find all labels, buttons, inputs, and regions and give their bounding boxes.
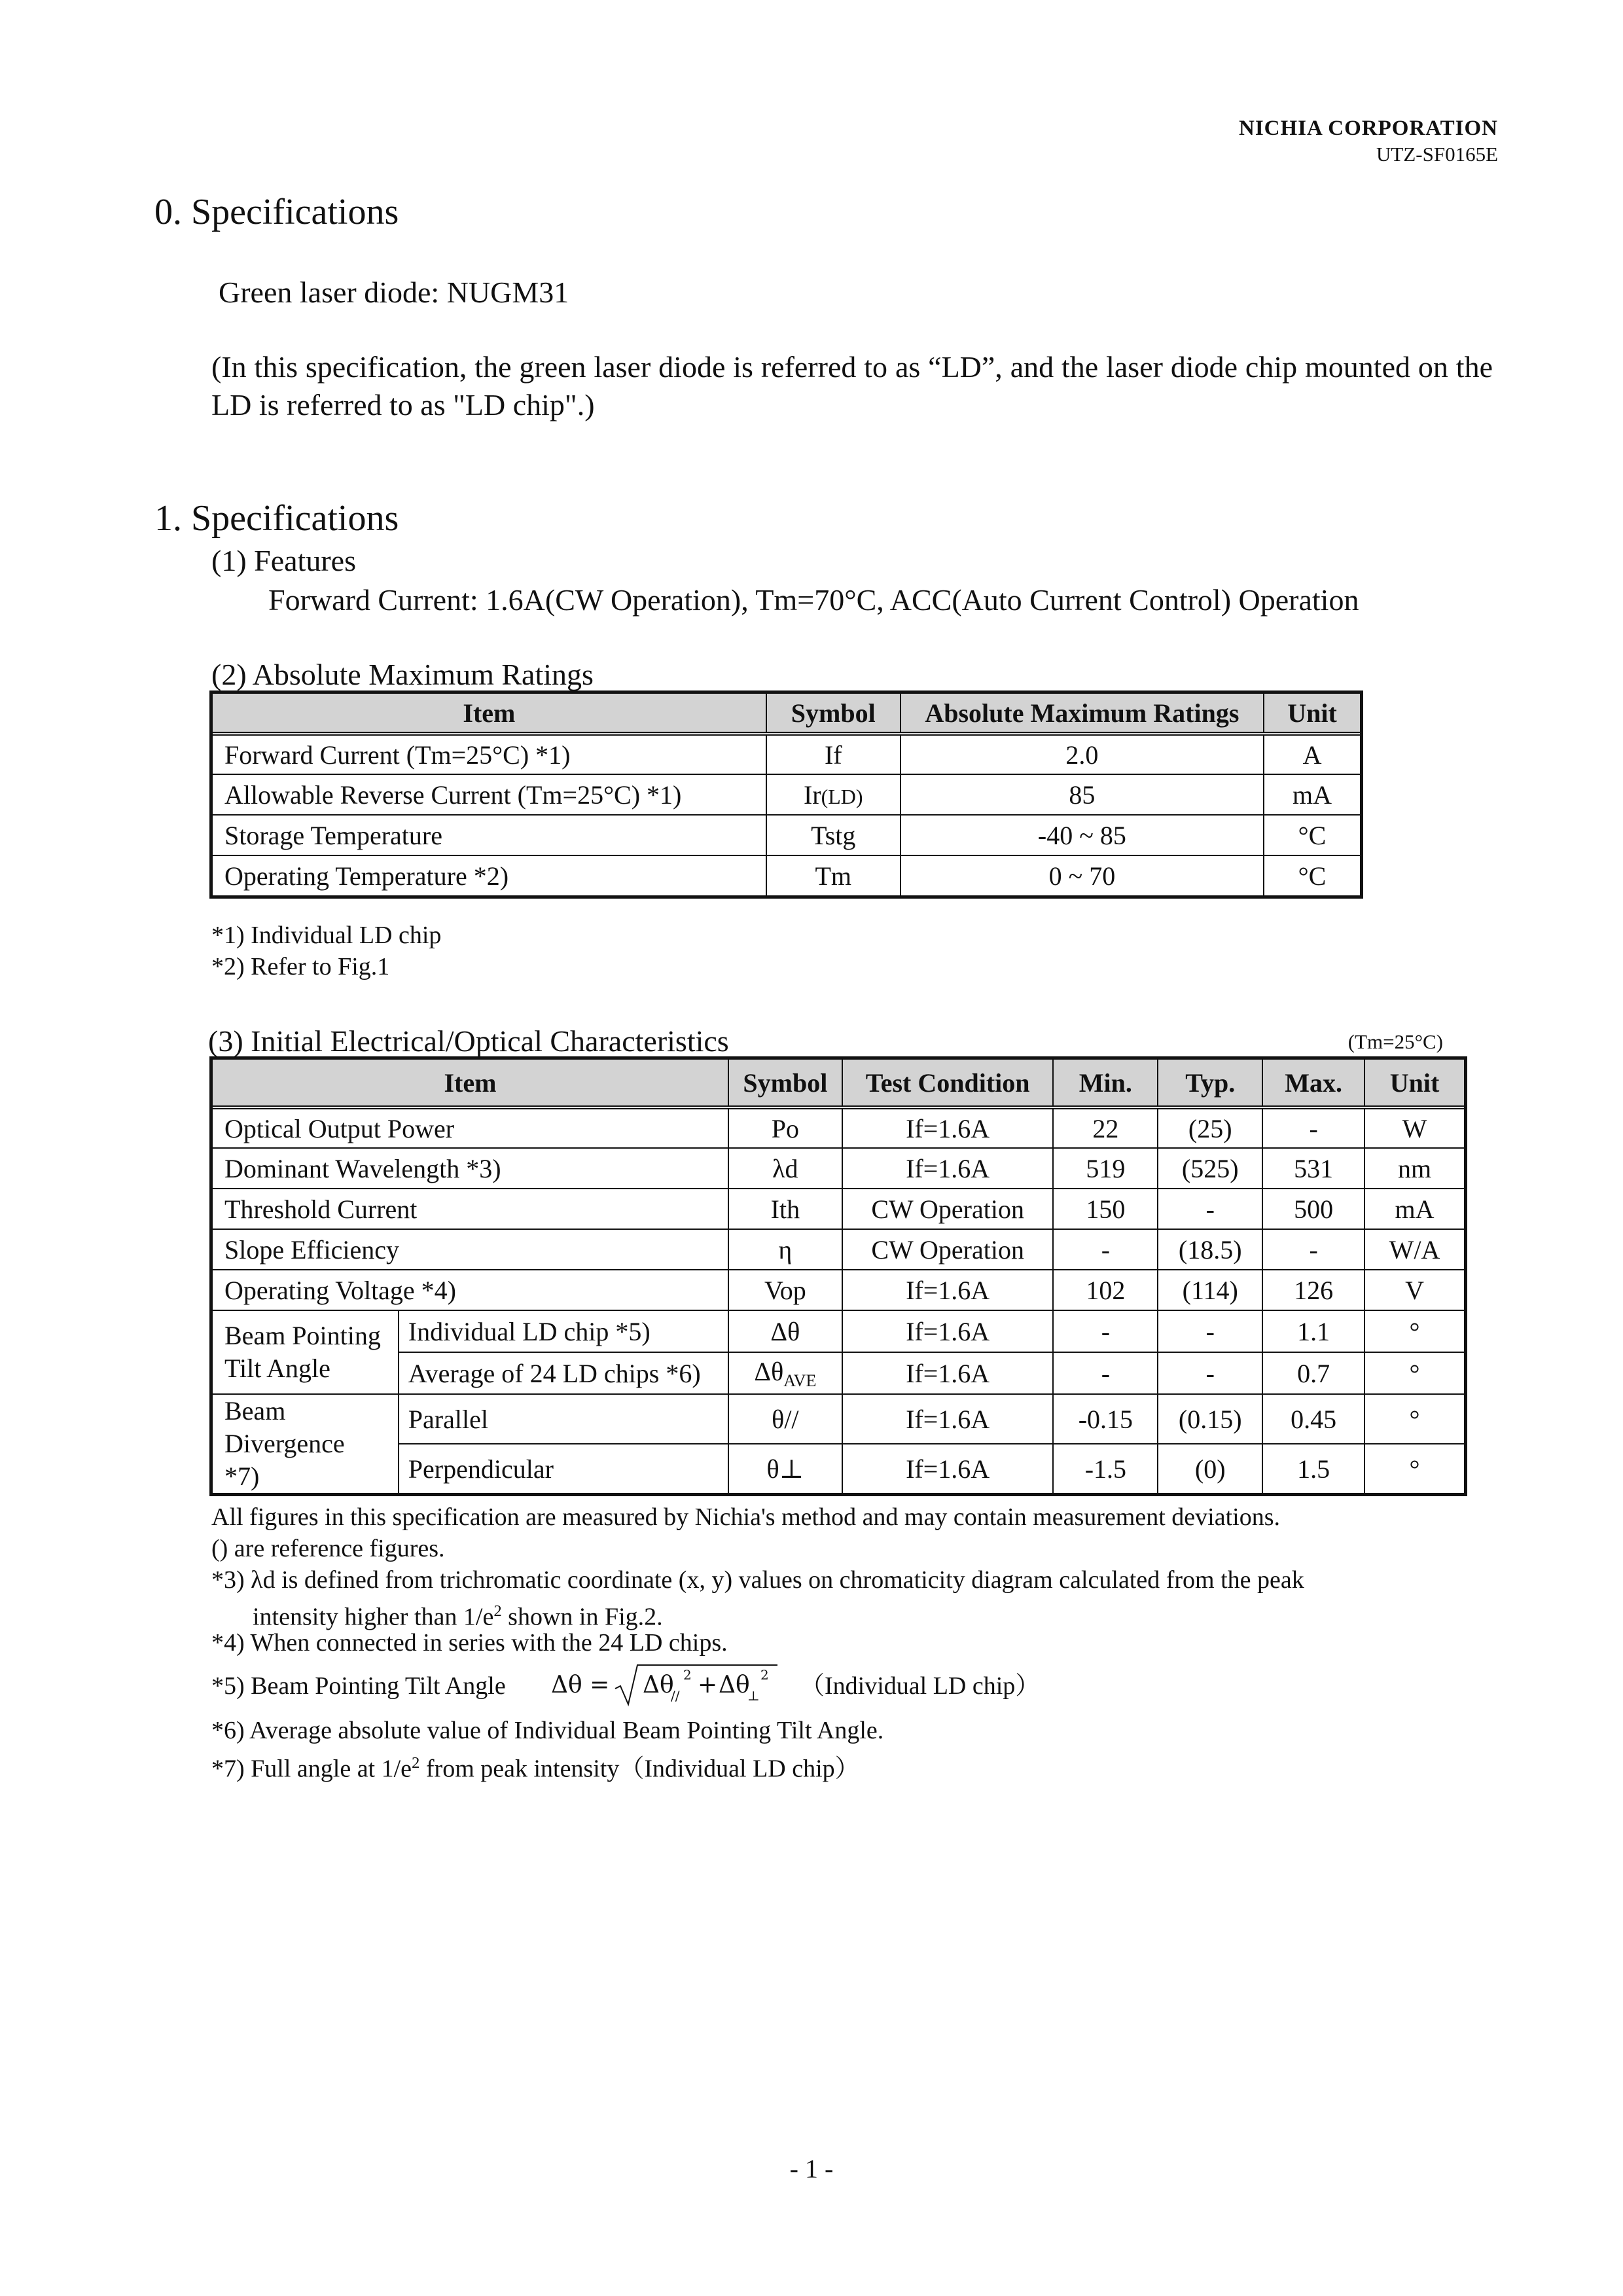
cell-unit: mA — [1364, 1189, 1465, 1229]
svg-text://: // — [671, 1688, 680, 1704]
cell-unit: ° — [1364, 1310, 1465, 1352]
cell-value: -40 ~ 85 — [901, 815, 1264, 855]
cell-item: Operating Voltage *4) — [212, 1270, 728, 1310]
svg-text:2: 2 — [760, 1667, 769, 1683]
cell-item: Threshold Current — [212, 1189, 728, 1229]
note-measurement: All figures in this specification are measured by Nichia's method and may contain measurement deviations. — [211, 1503, 1280, 1531]
cell-item: Optical Output Power — [212, 1107, 728, 1148]
table-row — [212, 1189, 1465, 1229]
cell-condition: If=1.6A — [842, 1107, 1054, 1148]
cell-symbol: θ⊥ — [728, 1444, 842, 1494]
amr-heading: (2) Absolute Maximum Ratings — [211, 658, 594, 691]
group-label-line1: Beam — [224, 1396, 286, 1426]
cell-condition: If=1.6A — [842, 1148, 1054, 1189]
col-amr: Absolute Maximum Ratings — [901, 693, 1264, 734]
cell-value: 2.0 — [901, 734, 1264, 774]
cell-symbol: Po — [728, 1107, 842, 1148]
amr-header-row — [212, 693, 1361, 734]
table-row — [212, 1394, 1465, 1444]
cell-max: - — [1262, 1229, 1364, 1270]
col-max: Max. — [1262, 1059, 1364, 1107]
cell-condition: If=1.6A — [842, 1444, 1054, 1494]
cell-symbol: Vop — [728, 1270, 842, 1310]
ieoc-condition: (Tm=25°C) — [1347, 1030, 1443, 1053]
cell-symbol: η — [728, 1229, 842, 1270]
document-code: UTZ-SF0165E — [1376, 143, 1498, 166]
table-row — [212, 1148, 1465, 1189]
cell-unit: °C — [1264, 855, 1361, 896]
cell-min: 519 — [1053, 1148, 1158, 1189]
cell-min: -1.5 — [1053, 1444, 1158, 1494]
cell-min: - — [1053, 1352, 1158, 1394]
cell-max: 0.7 — [1262, 1352, 1364, 1394]
symbol-main: Ir — [803, 780, 821, 810]
cell-unit: ° — [1364, 1444, 1465, 1494]
table-row — [212, 1310, 1465, 1352]
col-unit: Unit — [1364, 1059, 1465, 1107]
cell-unit: nm — [1364, 1148, 1465, 1189]
svg-text:Δθ =: Δθ = — [551, 1672, 610, 1698]
cell-typ: (525) — [1158, 1148, 1262, 1189]
product-name: Green laser diode: NUGM31 — [219, 276, 569, 309]
table-row — [212, 1444, 1465, 1494]
cell-item: Parallel — [399, 1394, 728, 1444]
cell-symbol — [766, 774, 901, 815]
cell-symbol: Ith — [728, 1189, 842, 1229]
cell-max: 531 — [1262, 1148, 1364, 1189]
note-3-tail: shown in Fig.2. — [501, 1603, 663, 1631]
note-4: *4) When connected in series with the 24 LD chips. — [211, 1629, 728, 1657]
cell-unit: mA — [1264, 774, 1361, 815]
cell-item: Average of 24 LD chips *6) — [399, 1352, 728, 1394]
col-item: Item — [212, 1059, 728, 1107]
symbol-sub: AVE — [783, 1371, 817, 1390]
cell-min: -0.15 — [1053, 1394, 1158, 1444]
cell-unit: W/A — [1364, 1229, 1465, 1270]
svg-text:⊥: ⊥ — [747, 1688, 760, 1704]
cell-typ: - — [1158, 1189, 1262, 1229]
cell-typ: - — [1158, 1352, 1262, 1394]
cell-condition: If=1.6A — [842, 1394, 1054, 1444]
cell-min: 102 — [1053, 1270, 1158, 1310]
features-text: Forward Current: 1.6A(CW Operation), Tm=70°C, ACC(Auto Current Control) Operation — [268, 583, 1359, 617]
group-label-line2: Divergence *7) — [224, 1429, 345, 1491]
col-min: Min. — [1053, 1059, 1158, 1107]
table-row — [212, 1270, 1465, 1310]
tilt-angle-formula — [550, 1660, 785, 1712]
cell-typ: (25) — [1158, 1107, 1262, 1148]
company-name: NICHIA CORPORATION — [1238, 117, 1498, 140]
amr-note-2: *2) Refer to Fig.1 — [211, 953, 390, 980]
cell-symbol: If — [766, 734, 901, 774]
note-3-sup: 2 — [493, 1602, 502, 1620]
table-row — [212, 855, 1361, 896]
note-5-label: *5) Beam Pointing Tilt Angle — [211, 1672, 506, 1700]
amr-note-1: *1) Individual LD chip — [211, 922, 442, 949]
cell-item: Individual LD chip *5) — [399, 1310, 728, 1352]
cell-symbol: Tm — [766, 855, 901, 896]
note-7 — [211, 1748, 860, 1785]
cell-max: 1.5 — [1262, 1444, 1364, 1494]
page-number: - 1 - — [789, 2154, 834, 2183]
table-row — [212, 1107, 1465, 1148]
cell-typ: (0.15) — [1158, 1394, 1262, 1444]
cell-max: - — [1262, 1107, 1364, 1148]
cell-unit: °C — [1264, 815, 1361, 855]
table-row — [212, 774, 1361, 815]
svg-text:Δθ: Δθ — [643, 1672, 674, 1698]
col-symbol: Symbol — [766, 693, 901, 734]
cell-typ: - — [1158, 1310, 1262, 1352]
cell-condition: CW Operation — [842, 1189, 1054, 1229]
amr-table — [211, 692, 1361, 897]
cell-item: Allowable Reverse Current (Tm=25°C) *1) — [212, 774, 766, 815]
cell-unit: ° — [1364, 1394, 1465, 1444]
symbol-main: Δθ — [754, 1356, 784, 1386]
ieoc-table — [211, 1058, 1465, 1494]
svg-text:+: + — [698, 1672, 718, 1698]
cell-item: Slope Efficiency — [212, 1229, 728, 1270]
cell-symbol: Tstg — [766, 815, 901, 855]
table-row — [212, 1352, 1465, 1394]
cell-unit: V — [1364, 1270, 1465, 1310]
section0-title: 0. Specifications — [154, 192, 399, 232]
cell-condition: CW Operation — [842, 1229, 1054, 1270]
features-heading: (1) Features — [211, 544, 356, 577]
cell-symbol — [728, 1352, 842, 1394]
col-unit: Unit — [1264, 693, 1361, 734]
cell-min: - — [1053, 1310, 1158, 1352]
ieoc-header-row — [212, 1059, 1465, 1107]
cell-condition: If=1.6A — [842, 1310, 1054, 1352]
cell-typ: (114) — [1158, 1270, 1262, 1310]
table-row — [212, 1229, 1465, 1270]
svg-text:Δθ: Δθ — [719, 1672, 750, 1698]
svg-text:2: 2 — [683, 1667, 692, 1683]
cell-value: 85 — [901, 774, 1264, 815]
table-row — [212, 734, 1361, 774]
section1-title: 1. Specifications — [154, 498, 399, 539]
cell-condition: If=1.6A — [842, 1270, 1054, 1310]
cell-unit: ° — [1364, 1352, 1465, 1394]
note-reference: () are reference figures. — [211, 1535, 445, 1562]
note-7-sup: 2 — [412, 1754, 420, 1772]
cell-item: Storage Temperature — [212, 815, 766, 855]
cell-item: Operating Temperature *2) — [212, 855, 766, 896]
symbol-sub: (LD) — [821, 784, 863, 808]
cell-typ: (18.5) — [1158, 1229, 1262, 1270]
note-3-line1: *3) λd is defined from trichromatic coordinate (x, y) values on chromaticity diagram calculated from the peak — [211, 1566, 1304, 1594]
cell-unit: W — [1364, 1107, 1465, 1148]
note-7-text: *7) Full angle at 1/e — [211, 1755, 412, 1783]
table-row — [212, 815, 1361, 855]
cell-max: 1.1 — [1262, 1310, 1364, 1352]
note-5-suffix: （Individual LD chip） — [800, 1672, 1041, 1700]
cell-max: 0.45 — [1262, 1394, 1364, 1444]
cell-min: 22 — [1053, 1107, 1158, 1148]
group-label-line2: Tilt Angle — [224, 1354, 330, 1383]
cell-group-beam-tilt — [212, 1310, 399, 1394]
col-symbol: Symbol — [728, 1059, 842, 1107]
ieoc-heading: (3) Initial Electrical/Optical Characteristics — [208, 1024, 729, 1058]
cell-typ: (0) — [1158, 1444, 1262, 1494]
note-3-text: intensity higher than 1/e — [253, 1603, 494, 1631]
cell-symbol: λd — [728, 1148, 842, 1189]
cell-min: - — [1053, 1229, 1158, 1270]
col-item: Item — [212, 693, 766, 734]
group-label-line1: Beam Pointing — [224, 1321, 381, 1350]
cell-unit: A — [1264, 734, 1361, 774]
cell-max: 126 — [1262, 1270, 1364, 1310]
col-typ: Typ. — [1158, 1059, 1262, 1107]
cell-symbol: θ// — [728, 1394, 842, 1444]
cell-value: 0 ~ 70 — [901, 855, 1264, 896]
cell-item: Forward Current (Tm=25°C) *1) — [212, 734, 766, 774]
cell-group-divergence — [212, 1394, 399, 1494]
cell-max: 500 — [1262, 1189, 1364, 1229]
col-test-condition: Test Condition — [842, 1059, 1054, 1107]
note-7-tail: from peak intensity（Individual LD chip） — [419, 1755, 860, 1783]
cell-item: Perpendicular — [399, 1444, 728, 1494]
note-6: *6) Average absolute value of Individual Beam Pointing Tilt Angle. — [211, 1717, 884, 1744]
cell-condition: If=1.6A — [842, 1352, 1054, 1394]
cell-item: Dominant Wavelength *3) — [212, 1148, 728, 1189]
cell-symbol: Δθ — [728, 1310, 842, 1352]
definition-note: (In this specification, the green laser diode is referred to as “LD”, and the laser diode chip mounted on the LD is referred to as "LD chip".) — [211, 350, 1493, 422]
cell-min: 150 — [1053, 1189, 1158, 1229]
